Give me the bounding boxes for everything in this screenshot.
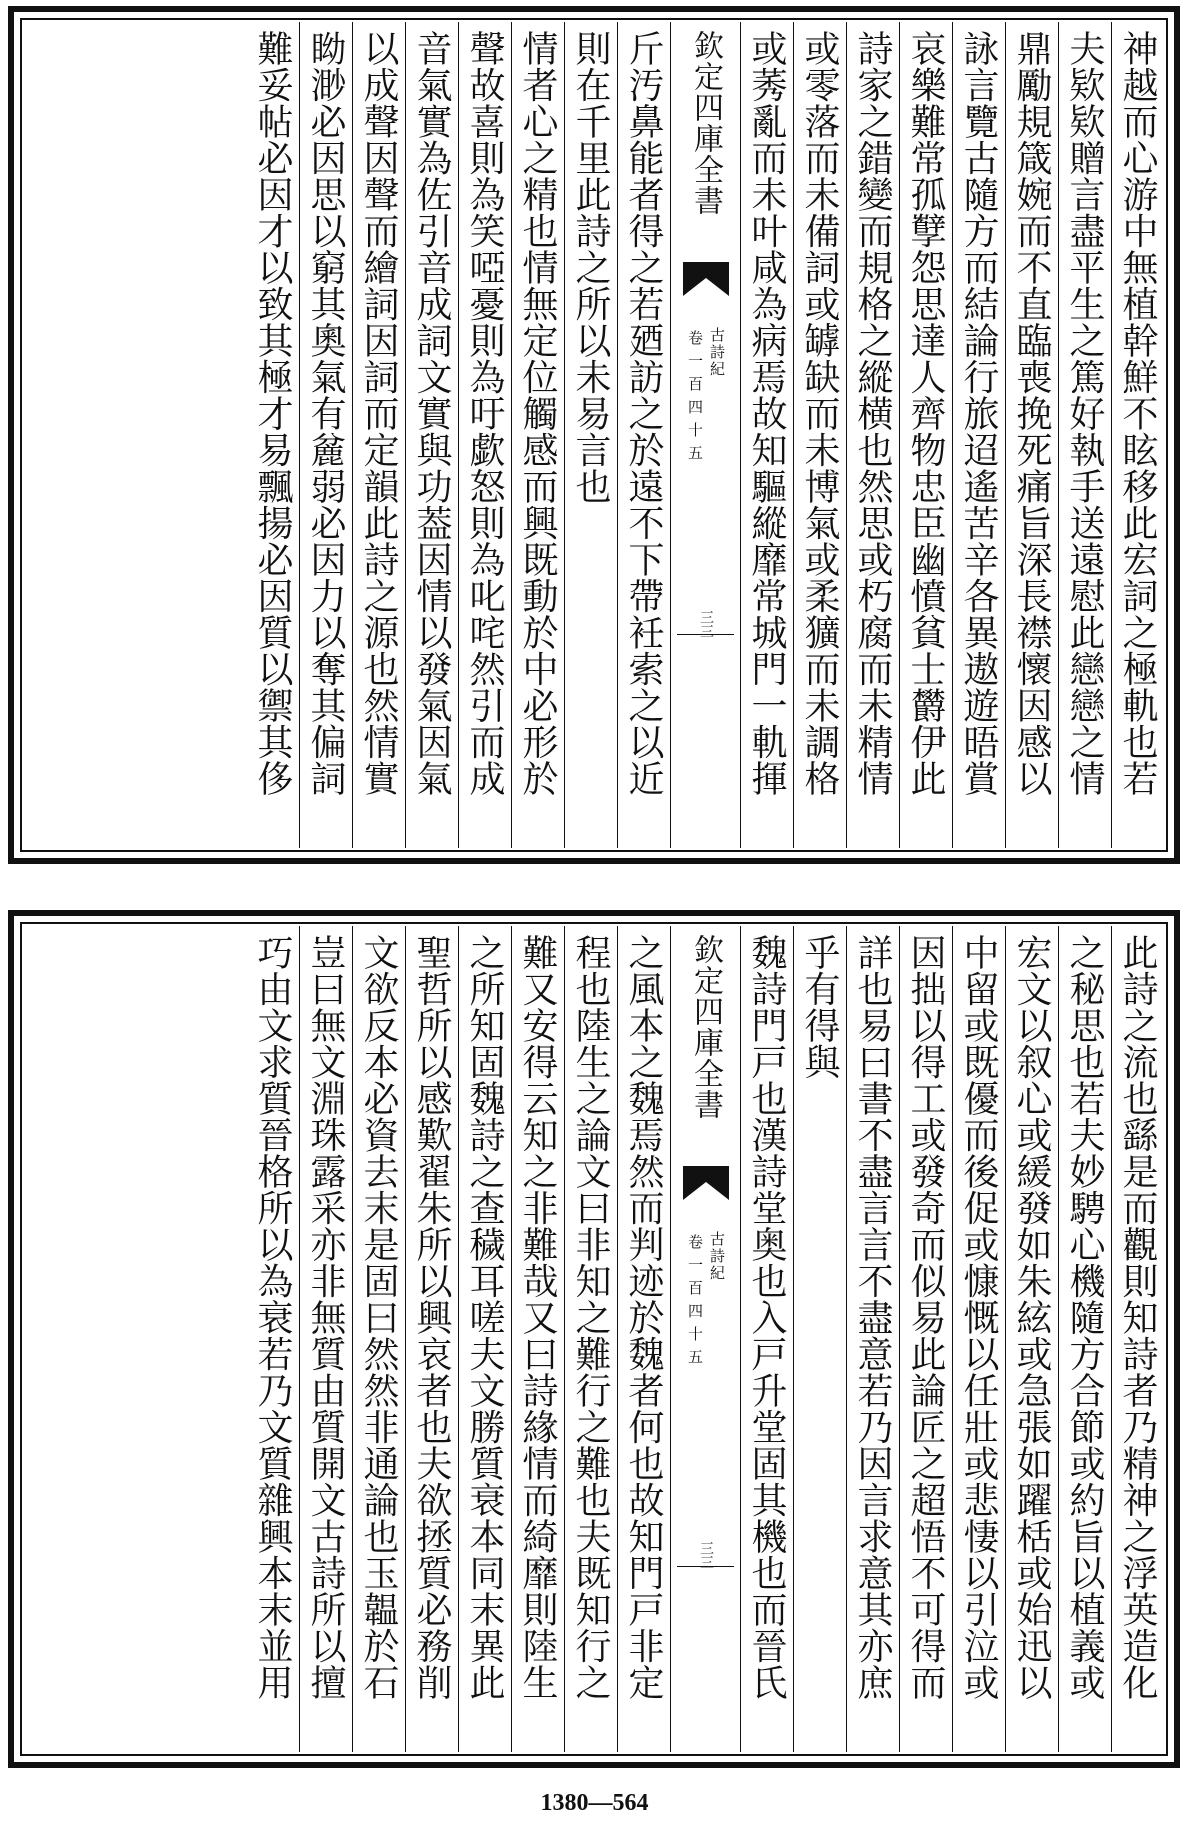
folio-number: 三三 — [698, 610, 714, 638]
fishtail-mark-icon — [683, 262, 729, 296]
text-column: 詠言覽古隨方而結論行旅迢遙苦辛各異遨遊晤賞 — [952, 22, 1005, 848]
text-column: 難又安得云知之非難哉又曰詩緣情而綺靡則陸生 — [511, 926, 564, 1752]
folio-number: 三三 — [698, 1541, 714, 1569]
text-column: 音氣實為佐引音成詞文實與功葢因情以發氣因氣 — [405, 22, 458, 848]
text-column: 詩家之錯變而規格之縱横也然思或朽腐而未精情 — [846, 22, 899, 848]
text-column: 則在千里此詩之所以未易言也 — [564, 22, 617, 848]
book-title: 古詩紀 — [708, 1231, 726, 1282]
text-column: 夫欵欵贈言盡平生之篤好執手送遠慰此戀戀之情 — [1058, 22, 1111, 848]
text-column: 哀樂難常孤孼怨思達人齊物忠臣幽憤貧士欝伊此 — [899, 22, 952, 848]
text-column: 難妥帖必因才以致其極才易飄揚必因質以禦其侈 — [252, 30, 293, 797]
text-column: 中留或既優而後促或慷慨以任壯或悲悽以引泣或 — [952, 926, 1005, 1752]
text-column: 神越而心游中無植幹鮮不眩移此宏詞之極軌也若 — [1111, 22, 1164, 848]
book-title: 古詩紀 — [708, 327, 726, 378]
bottom-page-text — [24, 926, 1164, 1752]
divider — [677, 634, 734, 635]
text-column: 斤汚鼻能者得之若廼訪之於遠不下帶衽索之以近 — [617, 22, 670, 848]
divider — [677, 1566, 734, 1567]
center-margin — [670, 22, 740, 848]
text-column: 或零落而未備詞或罅缺而未博氣或柔獷而未調格 — [793, 22, 846, 848]
text-column: 乎有得與 — [793, 926, 846, 1752]
text-column: 詳也易曰書不盡言言不盡意若乃因言求意其亦庶 — [846, 926, 899, 1752]
text-column: 魏詩門戸也漢詩堂奥也入戸升堂固其機也而晉氏 — [740, 926, 793, 1752]
center-margin — [670, 926, 740, 1752]
bottom-page — [8, 910, 1180, 1768]
text-column: 情者心之精也情無定位觸感而興既動於中必形於 — [511, 22, 564, 848]
text-column: 鼎勵規箴婉而不直臨喪挽死痛旨深長襟懷因感以 — [1005, 22, 1058, 848]
page-number: 1380—564 — [540, 1790, 649, 1816]
text-column: 豈曰無文淵珠露采亦非無質由質開文古詩所以擅 — [299, 926, 352, 1752]
text-column: 巧由文求質晉格所以為衰若乃文質雜興本末並用 — [252, 934, 293, 1701]
text-column: 聲故喜則為笑啞憂則為吁歔怒則為叱咤然引而成 — [458, 22, 511, 848]
top-page — [8, 6, 1180, 864]
text-column: 此詩之流也繇是而觀則知詩者乃精神之浮英造化 — [1111, 926, 1164, 1752]
catalog-title: 欽定四庫全書 — [688, 30, 723, 216]
text-column: 之所知固魏詩之查穢耳嗟夫文勝質衰本同末異此 — [458, 926, 511, 1752]
text-column: 或莠亂而未叶咸為病焉故知驅縱靡常城門一軌揮 — [740, 22, 793, 848]
text-column: 之秘思也若夫妙騁心機隨方合節或約旨以植義或 — [1058, 926, 1111, 1752]
text-column: 程也陸生之論文曰非知之難行之難也夫既知行之 — [564, 926, 617, 1752]
text-column: 眑渺必因思以窮其奧氣有麄弱必因力以奪其偏詞 — [299, 22, 352, 848]
text-column: 宏文以叙心或緩發如朱絃或急張如躍栝或始迅以 — [1005, 926, 1058, 1752]
text-column: 文欲反本必資去末是固曰然然非通論也玉韞於石 — [352, 926, 405, 1752]
text-column: 之風本之魏焉然而判迹於魏者何也故知門戸非定 — [617, 926, 670, 1752]
text-column: 聖哲所以感歎翟朱所以興哀者也夫欲拯質必務削 — [405, 926, 458, 1752]
text-column: 以成聲因聲而繪詞因詞而定韻此詩之源也然情實 — [352, 22, 405, 848]
volume-label: 卷一百四十五 — [686, 1234, 704, 1372]
catalog-title: 欽定四庫全書 — [688, 934, 723, 1120]
volume-label: 卷一百四十五 — [686, 330, 704, 468]
fishtail-mark-icon — [683, 1166, 729, 1200]
top-page-text — [24, 22, 1164, 848]
text-column: 因拙以得工或發奇而似易此論匠之超悟不可得而 — [899, 926, 952, 1752]
